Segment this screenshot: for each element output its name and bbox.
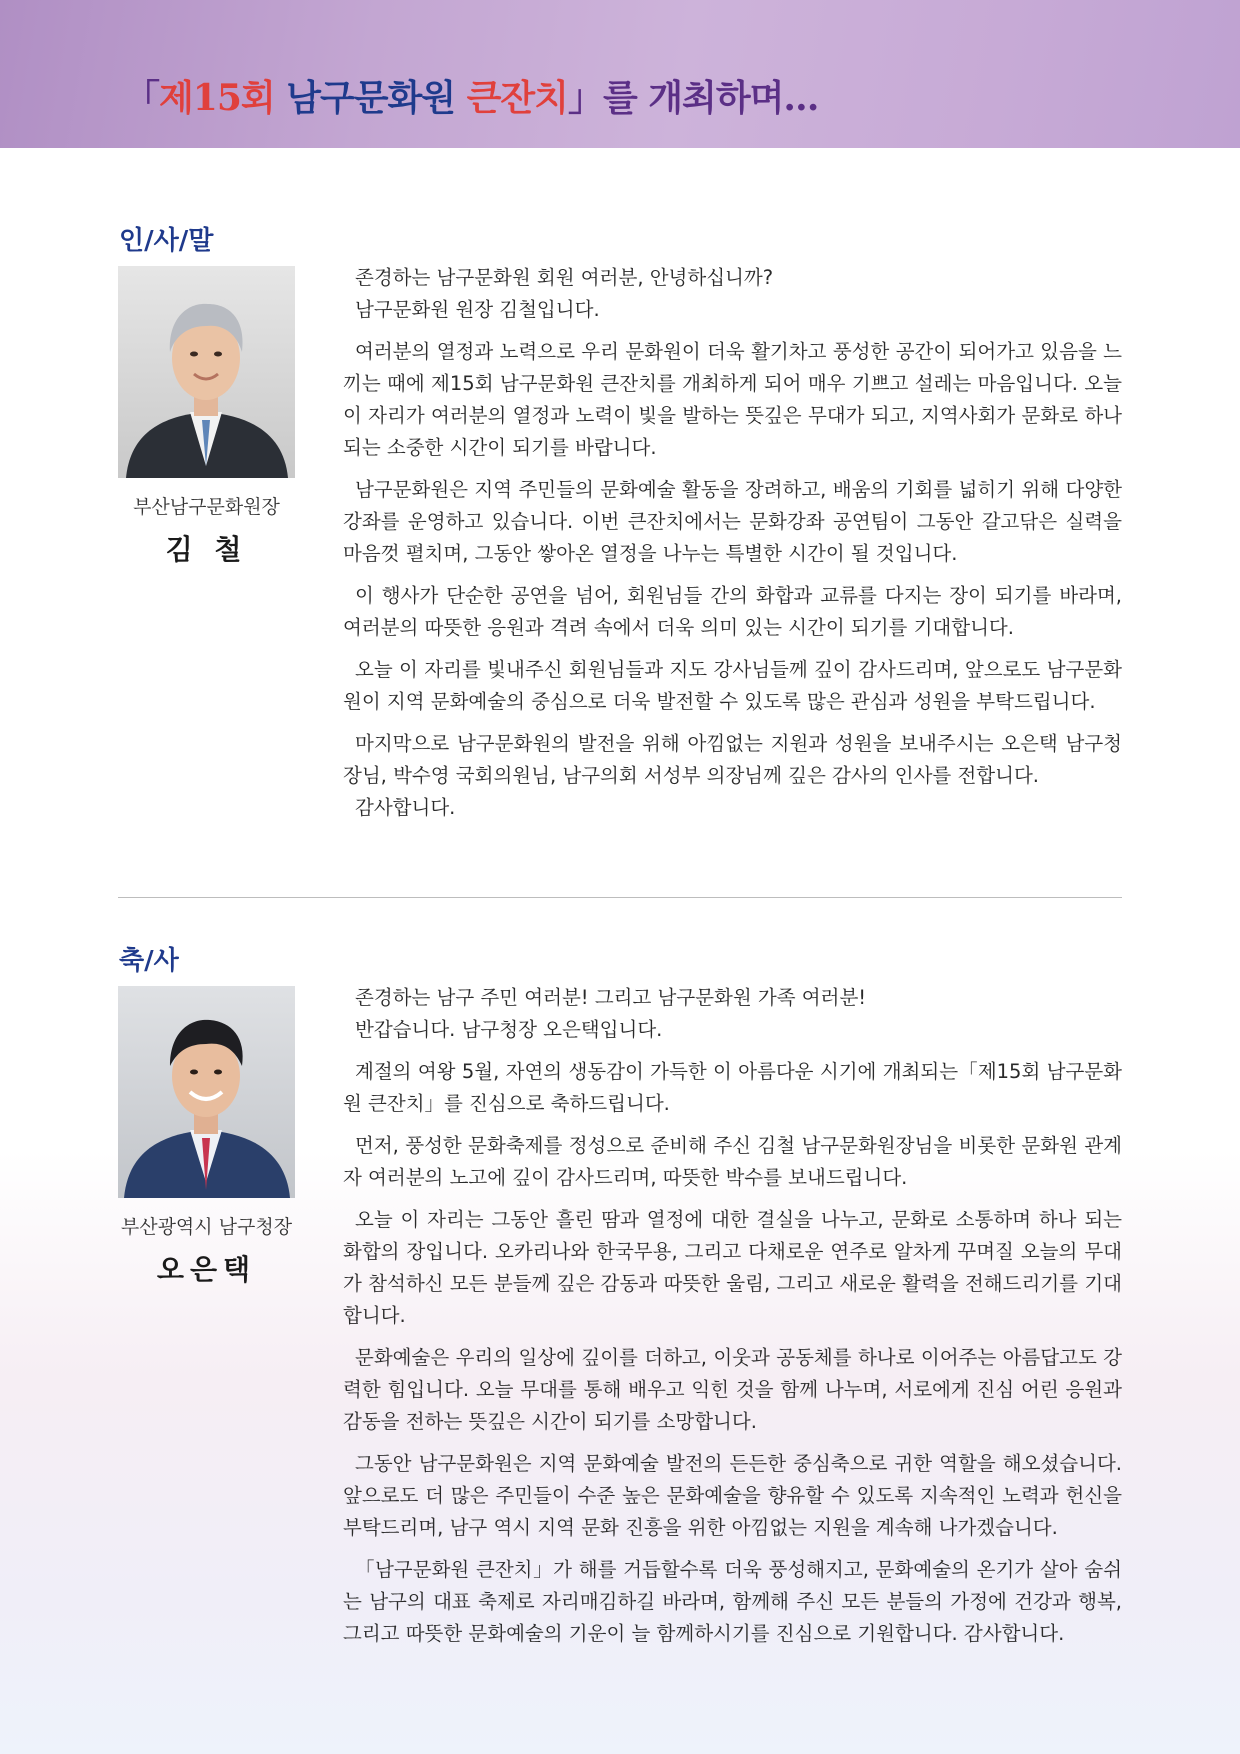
congrats-paragraph: 오늘 이 자리는 그동안 흘린 땀과 열정에 대한 결실을 나누고, 문화로 소통하며 하나 되는 화합의 장입니다. 오카리나와 한국무용, 그리고 다채로운 연주로 알차게 꾸며질 오늘의 무대가 참석하신 모든 분들께 깊은 감동과 따뜻한 울림, 그리고 새로운 활력을 전해드리기를 기대합니다. <box>343 1208 1122 1327</box>
greeting-body <box>343 262 1122 824</box>
title-event: 큰잔치 <box>466 77 568 119</box>
greeting-closing-paragraph: 마지막으로 남구문화원의 발전을 위해 아낌없는 지원과 성원을 보내주시는 오은택 남구청장님, 박수영 국회의원님, 남구의회 서성부 의장님께 깊은 감사의 인사를 전합니다. <box>343 732 1122 787</box>
greeting-closing-thanks: 감사합니다. <box>355 796 456 819</box>
congrats-portrait <box>118 986 295 1198</box>
greeting-heading: 인/사/말 <box>119 226 214 256</box>
congrats-paragraph: 먼저, 풍성한 문화축제를 정성으로 준비해 주신 김철 남구문화원장님을 비롯한 문화원 관계자 여러분의 노고에 깊이 감사드리며, 따뜻한 박수를 보내드립니다. <box>343 1134 1122 1189</box>
congrats-person-title: 부산광역시 남구청장 <box>120 1216 293 1238</box>
title-org: 남구문화원 <box>274 77 467 119</box>
greeting-paragraph: 이 행사가 단순한 공연을 넘어, 회원님들 간의 화합과 교류를 다지는 장이 되기를 바라며, 여러분의 따뜻한 응원과 격려 속에서 더욱 의미 있는 시간이 되기를 기대합니다. <box>343 584 1122 639</box>
header-banner <box>0 0 1240 148</box>
section-divider <box>118 897 1122 898</box>
title-suffix: 」를 개최하며… <box>567 77 819 119</box>
congrats-paragraph: 그동안 남구문화원은 지역 문화예술 발전의 든든한 중심축으로 귀한 역할을 해오셨습니다. 앞으로도 더 많은 주민들이 수준 높은 문화예술을 향유할 수 있도록 지속적인 노력과 헌신을 부탁드리며, 남구 역시 지역 문화 진흥을 위한 아낌없는 지원을 계속해 나가겠습니다. <box>343 1452 1122 1539</box>
title-edition: 제15회 <box>159 77 275 119</box>
congrats-paragraph: 계절의 여왕 5월, 자연의 생동감이 가득한 이 아름다운 시기에 개최되는「제15회 남구문화원 큰잔치」를 진심으로 축하드립니다. <box>343 1060 1122 1115</box>
congrats-heading: 축/사 <box>119 946 179 976</box>
congrats-paragraph: 「남구문화원 큰잔치」가 해를 거듭할수록 더욱 풍성해지고, 문화예술의 온기가 살아 숨쉬는 남구의 대표 축제로 자리매김하길 바라며, 함께해 주신 모든 분들의 가정에 건강과 행복, 그리고 따뜻한 문화예술의 기운이 늘 함께하시기를 진심으로 기원합니다. 감사합니다. <box>343 1558 1122 1645</box>
greeting-paragraph: 여러분의 열정과 노력으로 우리 문화원이 더욱 활기차고 풍성한 공간이 되어가고 있음을 느끼는 때에 제15회 남구문화원 큰잔치를 개최하게 되어 매우 기쁘고 설레는 마음입니다. 오늘 이 자리가 여러분의 열정과 노력이 빛을 발하는 뜻깊은 무대가 되고, 지역사회가 문화로 하나 되는 소중한 시간이 되기를 바랍니다. <box>343 340 1122 459</box>
page-title <box>124 70 818 121</box>
congrats-body <box>343 982 1122 1660</box>
congrats-person-name: 오은택 <box>156 1253 257 1286</box>
greeting-person-title: 부산남구문화원장 <box>133 496 280 518</box>
congrats-opening-line: 반갑습니다. 남구청장 오은택입니다. <box>355 1018 663 1041</box>
greeting-paragraph: 남구문화원은 지역 주민들의 문화예술 활동을 장려하고, 배움의 기회를 넓히기 위해 다양한 강좌를 운영하고 있습니다. 이번 큰잔치에서는 문화강좌 공연팀이 그동안 갈고닦은 실력을 마음껏 펼치며, 그동안 쌓아온 열정을 나누는 특별한 시간이 될 것입니다. <box>343 478 1122 565</box>
greeting-portrait <box>118 266 295 478</box>
greeting-opening-line: 존경하는 남구문화원 회원 여러분, 안녕하십니까? <box>355 266 774 289</box>
title-open-bracket: 「 <box>124 77 160 119</box>
greeting-opening-line: 남구문화원 원장 김철입니다. <box>355 298 600 321</box>
congrats-paragraph: 문화예술은 우리의 일상에 깊이를 더하고, 이웃과 공동체를 하나로 이어주는 아름답고도 강력한 힘입니다. 오늘 무대를 통해 배우고 익힌 것을 함께 나누며, 서로에게 진심 어린 응원과 감동을 전하는 뜻깊은 시간이 되기를 소망합니다. <box>343 1346 1122 1433</box>
greeting-paragraph: 오늘 이 자리를 빛내주신 회원님들과 지도 강사님들께 깊이 감사드리며, 앞으로도 남구문화원이 지역 문화예술의 중심으로 더욱 발전할 수 있도록 많은 관심과 성원을 부탁드립니다. <box>343 658 1122 713</box>
congrats-opening-line: 존경하는 남구 주민 여러분! 그리고 남구문화원 가족 여러분! <box>355 986 867 1009</box>
greeting-person-name: 김 철 <box>165 533 248 566</box>
